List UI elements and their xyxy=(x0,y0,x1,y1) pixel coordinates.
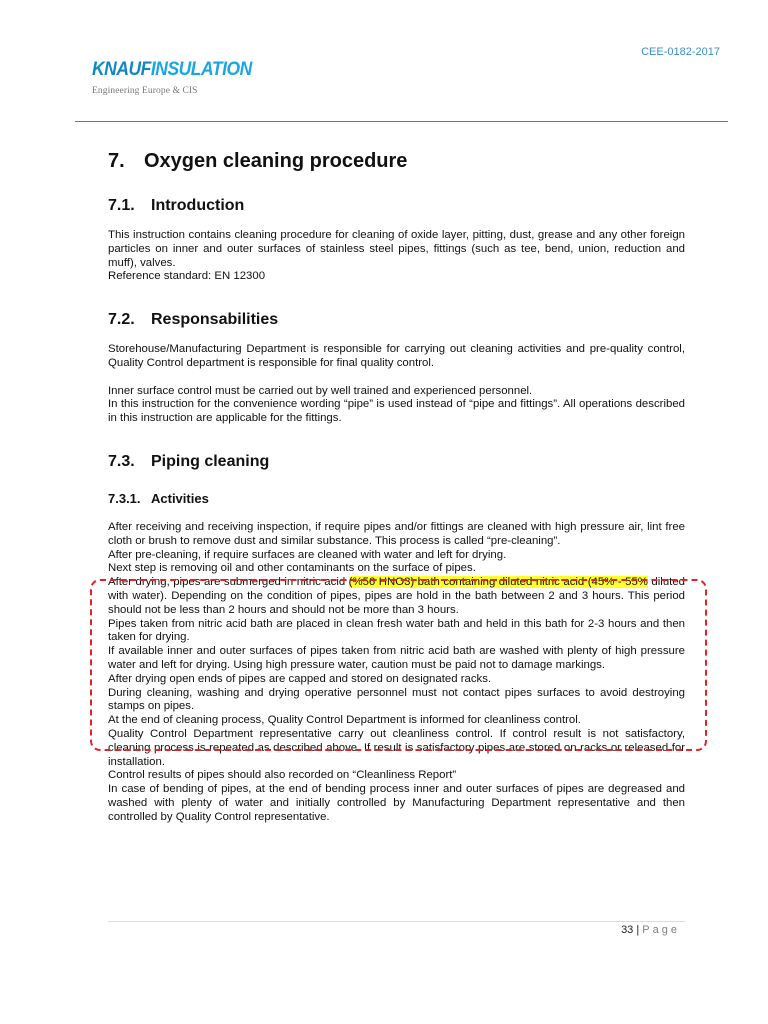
footer-divider xyxy=(108,921,685,922)
section-7-2-title: Responsabilities xyxy=(151,311,279,329)
page-number xyxy=(621,924,680,936)
activity-pre-cleaning: After receiving and receiving inspection, if require pipes and/or fittings are cleaned with high pressure air, lint free cloth or brush to remove dust and similar substance. This process is called “pre-cleaning”. xyxy=(108,520,685,547)
section-7-1-title: Introduction xyxy=(151,197,245,214)
company-logo xyxy=(92,59,266,96)
intro-paragraph: This instruction contains cleaning procedure for cleaning of oxide layer, pitting, dust, grease and any other foreign particles on inner and outer surfaces of stainless steel pipes, fittings (such as tee, bend, union, reduction and muff), valves. xyxy=(108,229,685,269)
document-code: CEE-0182-2017 xyxy=(641,46,720,58)
highlighted-acid-concentration: (%56 HNO3) bath containing diluted nitric acid (45% - 55% xyxy=(348,576,648,589)
logo-wordmark xyxy=(92,59,252,81)
page-label: Page xyxy=(642,924,680,936)
nitric-acid-text-after: diluted with water). Depending on the condition of pipes, pipes are hold in the bath between 2 and 3 hours. This period should not be less than 2 hours and should not be more than 3 hours. xyxy=(108,576,685,616)
activity-remove-oil: Next step is removing oil and other contaminants on the surface of pipes. xyxy=(108,562,476,575)
logo-subtitle: Engineering Europe & CIS xyxy=(92,86,198,96)
activity-inform-qc: At the end of cleaning process, Quality Control Department is informed for cleanliness control. xyxy=(108,714,581,727)
section-7-1-number: 7.1. xyxy=(108,197,135,214)
section-7-3-number: 7.3. xyxy=(108,452,135,470)
nitric-acid-text-before: After drying, pipes are submerged in nitric acid xyxy=(108,576,349,589)
header-divider xyxy=(75,121,728,122)
section-7-3-1-title: Activities xyxy=(151,490,209,506)
section-7-title: Oxygen cleaning procedure xyxy=(144,150,408,172)
activity-qc-control: Quality Control Department representative carry out cleanliness control. If control result is not satisfactory, cleaning process is repeated as described above. If result is satisfactory pipes are stored on racks or released for installation. xyxy=(108,727,685,768)
wording-paragraph: In this instruction for the convenience wording “pipe” is used instead of “pipe and fittings”. All operations described in this instruction are applicable for the fittings. xyxy=(108,398,685,425)
page-separator: | xyxy=(636,924,640,936)
section-7-2-number: 7.2. xyxy=(108,311,135,329)
section-7-2-heading xyxy=(108,310,685,330)
personnel-paragraph: Inner surface control must be carried out by well trained and experienced personnel. xyxy=(108,384,533,397)
activity-nitric-acid xyxy=(108,576,685,617)
activity-no-contact: During cleaning, washing and drying operative personnel must not contact pipes surfaces to avoid destroying stamps on pipes. xyxy=(108,686,685,713)
page-number-value: 33 xyxy=(621,924,634,936)
section-7-1-heading xyxy=(108,196,685,216)
logo-wordmark-part1: KNAUF xyxy=(92,59,151,80)
section-7-3-heading xyxy=(108,452,685,472)
paragraph-gap xyxy=(108,371,685,385)
activity-cleanliness-report: Control results of pipes should also recorded on “Cleanliness Report” xyxy=(108,769,457,782)
activity-fresh-water-bath: Pipes taken from nitric acid bath are placed in clean fresh water bath and held in this bath for 2-3 hours and then taken for drying. xyxy=(108,617,685,644)
section-7-3-title: Piping cleaning xyxy=(151,452,270,470)
activity-high-pressure-wash: If available inner and outer surfaces of pipes taken from nitric acid bath are washed with plenty of high pressure water and left for drying. Using high pressure water, caution must be paid not to damage markings. xyxy=(108,645,685,671)
logo-wordmark-part2: INSULATION xyxy=(150,59,252,80)
activity-water-cleaning: After pre-cleaning, if require surfaces are cleaned with water and left for drying. xyxy=(108,548,507,561)
activity-bending: In case of bending of pipes, at the end of bending process inner and outer surfaces of pipes are degreased and washed with plenty of water and initially controlled by Manufacturing Department representative and then controlled by Quality Control representative. xyxy=(108,783,685,823)
section-7-3-1-heading xyxy=(108,491,685,507)
section-7-3-1-number: 7.3.1. xyxy=(108,490,141,506)
activity-cap-and-store: After drying open ends of pipes are capped and stored on designated racks. xyxy=(108,672,492,685)
section-7-heading xyxy=(108,148,685,174)
responsibility-paragraph: Storehouse/Manufacturing Department is responsible for carrying out cleaning activities and pre-quality control, Quality Control department is responsible for final quality control. xyxy=(108,343,685,369)
page-content xyxy=(108,148,685,825)
reference-standard: Reference standard: EN 12300 xyxy=(108,270,266,283)
section-7-number: 7. xyxy=(108,150,125,172)
